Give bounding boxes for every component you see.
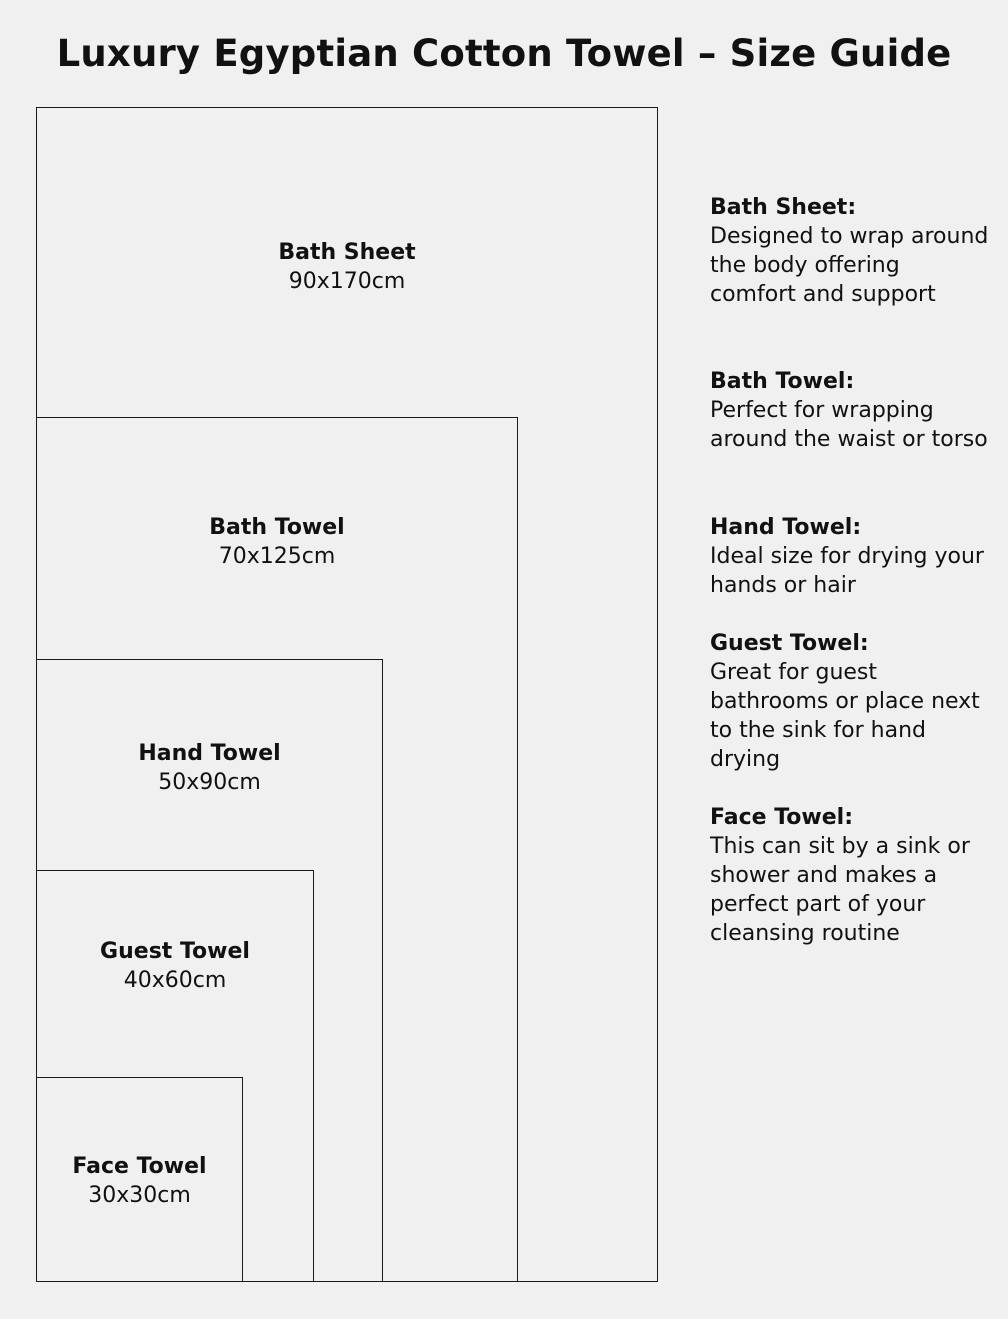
hand-towel-description-heading: Hand Towel: — [710, 515, 862, 540]
bath-towel-label — [37, 513, 517, 571]
guest-towel-name: Guest Towel — [100, 939, 250, 964]
face-towel-outline — [36, 1077, 243, 1282]
bath-sheet-size: 90x170cm — [288, 269, 406, 294]
hand-towel-name: Hand Towel — [138, 741, 281, 766]
face-towel-size: 30x30cm — [88, 1183, 191, 1208]
face-towel-name: Face Towel — [72, 1154, 207, 1179]
face-towel-description-heading: Face Towel: — [710, 805, 853, 830]
bath-sheet-description-text: Designed to wrap around the body offering comfort and support — [710, 224, 989, 307]
hand-towel-description-text: Ideal size for drying your hands or hair — [710, 544, 984, 598]
bath-sheet-description — [710, 193, 990, 309]
bath-towel-description — [710, 367, 990, 454]
bath-sheet-description-heading: Bath Sheet: — [710, 195, 857, 220]
hand-towel-description — [710, 513, 990, 600]
face-towel-label — [37, 1152, 242, 1210]
hand-towel-label — [37, 739, 382, 797]
page-title: Luxury Egyptian Cotton Towel – Size Guide — [56, 32, 952, 75]
guest-towel-size: 40x60cm — [123, 968, 227, 993]
guest-towel-description-heading: Guest Towel: — [710, 631, 869, 656]
bath-towel-description-heading: Bath Towel: — [710, 369, 855, 394]
bath-sheet-name: Bath Sheet — [278, 240, 416, 265]
guest-towel-description — [710, 629, 990, 774]
guest-towel-label — [37, 937, 313, 995]
bath-sheet-label — [37, 238, 657, 296]
bath-towel-size: 70x125cm — [218, 544, 336, 569]
bath-towel-description-text: Perfect for wrapping around the waist or torso — [710, 398, 988, 452]
guest-towel-description-text: Great for guest bathrooms or place next to the sink for hand drying — [710, 660, 980, 772]
bath-towel-name: Bath Towel — [209, 515, 345, 540]
hand-towel-size: 50x90cm — [158, 770, 261, 795]
face-towel-description — [710, 803, 990, 948]
face-towel-description-text: This can sit by a sink or shower and makes a perfect part of your cleansing routine — [710, 834, 970, 946]
